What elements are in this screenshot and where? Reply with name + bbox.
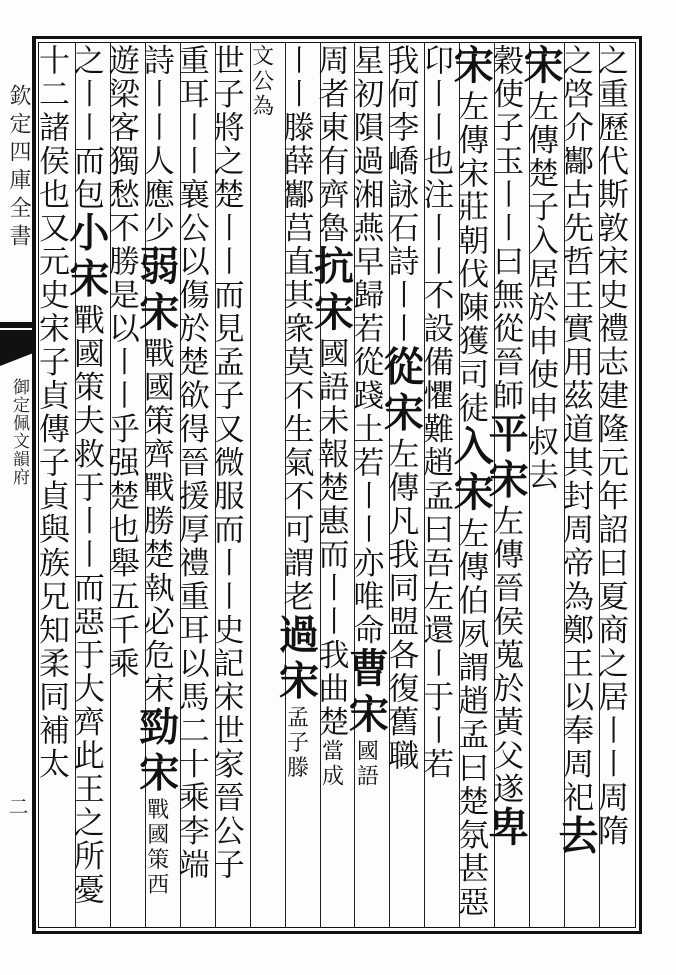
headword: 曹宋 [342,647,390,739]
text-run: 也又元史宋子貞傳子貞與族兄知柔同補太 [32,178,69,781]
text-run: 直其衆莫不生氣不可謂老 [277,245,314,614]
headword: 卑 [482,806,530,852]
text-run: 左傳凡我同盟各復舊職 [382,437,419,773]
text-run: 國語 [353,739,379,789]
column-rule [250,42,251,928]
text-run: 若從踐土若〡〡亦唯命 [347,312,384,647]
text-column [132,44,180,898]
text-run: 左傳宋莊朝伐陳獲司徒 [452,90,489,425]
headword: 宋 [447,44,495,90]
collection-title: 欽定四庫全書 [6,84,31,252]
text-run: 文公為 [248,44,274,119]
text-run: 左傳伯夙謂趙孟曰楚氛甚惡 [452,517,489,919]
text-run: 穀使子玉〡〡曰無從晉師 [487,44,524,413]
text-run: 周者東有齊魯 [312,44,349,245]
text-column [172,44,212,882]
headword: 宋 [517,44,565,90]
text-run: 之〡〡而包 [67,44,104,212]
headword: 去 [552,814,600,861]
text-column [307,44,355,789]
text-run: 孟子滕 [283,705,309,781]
text-run: 遊梁客獨愁 [102,44,139,212]
headword: 平宋 [482,412,530,505]
text-column [272,44,320,781]
text-run: 詩〡〡人應少 [137,44,174,245]
headword: 入宋 [447,425,495,517]
text-run: 懼難趙孟曰吾左還〡于〡若 [417,379,454,781]
text-column [62,44,110,907]
text-run: 十二諸侯 [32,44,69,178]
text-run: 當成 [318,739,344,789]
text-column [517,44,565,492]
text-run: 星初隕過湘燕早歸 [347,44,384,312]
text-column [102,44,142,681]
text-column [207,44,247,882]
text-run: 之重歷代斯敦宋史禮志建隆元年詔曰夏商之居〡〡周隋 [591,44,628,848]
text-run: 戰國策齊戰勝楚執必危宋 [137,337,174,706]
book-title: 御定佩文韻府 [9,378,29,486]
headword: 從宋 [377,345,425,438]
headword: 過宋 [272,613,320,706]
text-column [32,44,72,781]
text-column [248,44,282,119]
text-run: 重耳〡〡襄公以傷於楚欲得晉援厚禮重耳以馬二十乘李端 [172,44,209,882]
headword: 勁宋 [132,705,180,798]
text-column [342,44,390,789]
text-column [552,44,600,861]
text-column [482,44,530,852]
headword: 弱宋 [132,245,180,337]
text-run: 我何李嶠詠石詩〡〡 [382,44,419,346]
text-run: 國語未報楚惠而〡〡我曲楚 [312,337,349,739]
text-run: 左傳楚子入居於申使申叔去 [522,90,559,492]
text-run: 戰國策西 [143,797,169,898]
text-run: 世子將之楚〡〡而見孟子又微服而〡〡史記宋世家晉公子 [207,44,244,882]
text-run: 戰國策夫救于〡〡而惡于大齊此王之所憂 [67,303,104,907]
text-column [417,44,456,781]
text-run: 舉五千乘 [102,546,139,681]
text-column [591,44,631,848]
text-column [377,44,425,773]
text-run: 〡〡滕薛酅莒 [277,44,314,245]
folio-number: 二 [5,796,29,818]
text-run: 之啓介酅古先哲王實用茲道其封周帝為鄭王以奉周祀 [557,44,594,815]
text-column [447,44,495,919]
text-run: 左傳晉侯蒐於黃父遂 [487,504,524,806]
headword: 抗宋 [307,245,355,337]
text-run: 不勝是以〡〡乎强楚也 [102,211,139,547]
headword: 小宋 [62,211,110,304]
text-run: 卬〡〡也注〡〡不設備 [417,44,454,379]
